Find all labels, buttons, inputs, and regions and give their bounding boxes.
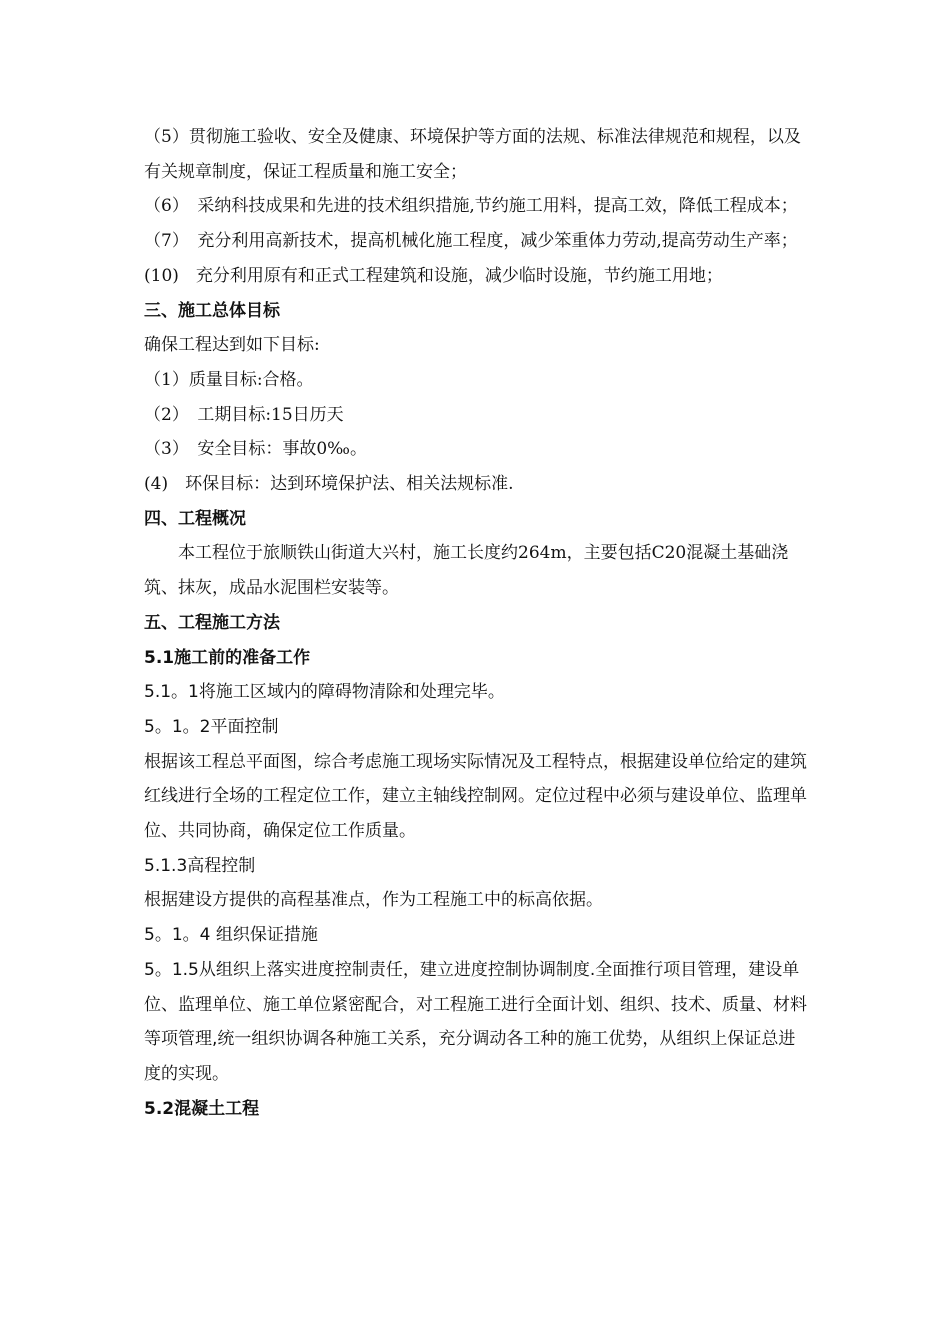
document-page <box>144 120 810 1126</box>
paragraph-obstacle-clearing: 5.1。1将施工区域内的障碍物清除和处理完毕。 <box>144 682 505 703</box>
paragraph-goal-quality: （1）质量目标:合格。 <box>144 369 314 390</box>
subheading-organization-measures: 5。1。4 组织保证措施 <box>144 925 318 946</box>
subheading-plane-control: 5。1。2平面控制 <box>144 716 279 737</box>
heading-preparation-work: 5.1施工前的准备工作 <box>144 647 311 668</box>
heading-project-overview: 四、工程概况 <box>144 508 246 529</box>
paragraph-principle-10: (10) 充分利用原有和正式工程建筑和设施，减少临时设施，节约施工用地； <box>144 265 723 286</box>
heading-overall-goals: 三、施工总体目标 <box>144 300 280 321</box>
paragraph-elevation-control: 根据建设方提供的高程基准点，作为工程施工中的标高依据。 <box>144 890 603 911</box>
paragraph-goals-intro: 确保工程达到如下目标: <box>144 335 320 356</box>
paragraph-principle-6: （6） 采纳科技成果和先进的技术组织措施,节约施工用料，提高工效，降低工程成本； <box>144 196 798 217</box>
heading-construction-methods: 五、工程施工方法 <box>144 612 280 633</box>
paragraph-principle-5: （5）贯彻施工验收、安全及健康、环境保护等方面的法规、标准法律规范和规程，以及有关规章制度，保证工程质量和施工安全； <box>144 127 801 182</box>
paragraph-principle-7: （7） 充分利用高新技术，提高机械化施工程度，减少笨重体力劳动,提高劳动生产率； <box>144 231 798 252</box>
paragraph-goal-safety: （3） 安全目标：事故0‰。 <box>144 439 367 460</box>
heading-concrete-works: 5.2混凝土工程 <box>144 1098 260 1119</box>
paragraph-schedule-responsibility: 5。1.5从组织上落实进度控制责任，建立进度控制协调制度.全面推行项目管理，建设单位、监理单位、施工单位紧密配合，对工程施工进行全面计划、组织、技术、质量、材料等项管理,统一组织协调各种施工关系，充分调动各工种的施工优势，从组织上保证总进度的实现。 <box>144 959 807 1084</box>
paragraph-goal-schedule: （2） 工期目标:15日历天 <box>144 404 344 425</box>
paragraph-goal-environment: (4) 环保目标：达到环境保护法、相关法规标准. <box>144 474 514 495</box>
paragraph-project-overview: 本工程位于旅顺铁山街道大兴村，施工长度约264m，主要包括C20混凝土基础浇筑、抹灰，成品水泥围栏安装等。 <box>144 543 789 599</box>
paragraph-plane-control: 根据该工程总平面图，综合考虑施工现场实际情况及工程特点，根据建设单位给定的建筑红线进行全场的工程定位工作，建立主轴线控制网。定位过程中必须与建设单位、监理单位、共同协商，确保定位工作质量。 <box>144 751 807 842</box>
subheading-elevation-control: 5.1.3高程控制 <box>144 855 256 876</box>
